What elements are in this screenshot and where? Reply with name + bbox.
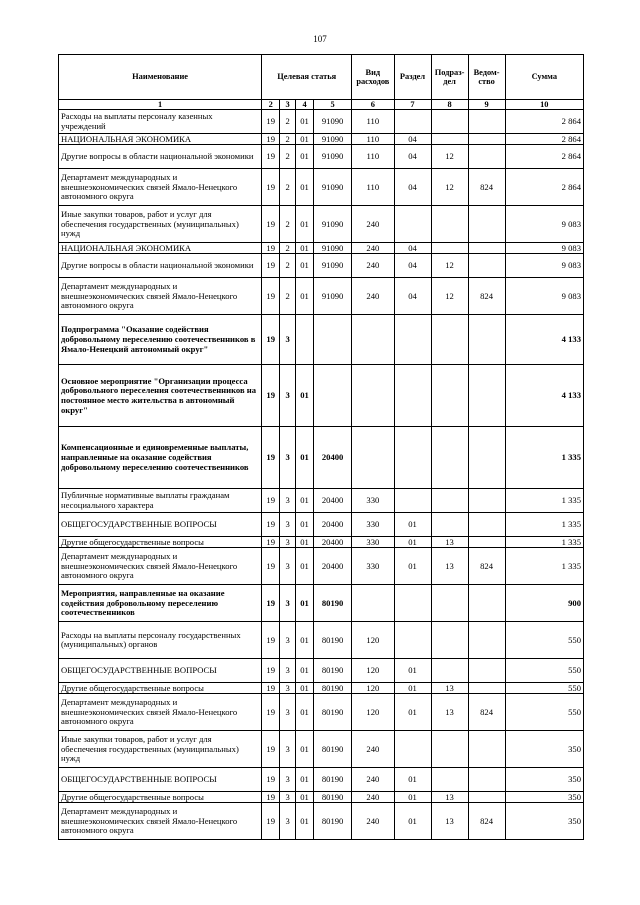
sum-cell: 2 864 — [505, 145, 583, 169]
target-code-4: 80190 — [314, 683, 352, 694]
target-code-4: 91090 — [314, 243, 352, 254]
department-cell: 824 — [468, 169, 505, 206]
department-cell — [468, 110, 505, 134]
expense-kind-cell: 240 — [352, 278, 394, 315]
department-cell — [468, 489, 505, 513]
target-code-3: 01 — [296, 731, 314, 768]
target-code-2: 3 — [280, 315, 296, 365]
expense-kind-cell: 330 — [352, 489, 394, 513]
sum-cell: 1 335 — [505, 537, 583, 548]
target-code-4: 91090 — [314, 169, 352, 206]
row-name-cell: Подпрограмма "Оказание содействия добровольному переселению соотечественников в Ямало-Ненецкий автономный округ" — [59, 315, 262, 365]
section-cell — [394, 489, 431, 513]
section-cell: 04 — [394, 134, 431, 145]
target-code-2: 2 — [280, 145, 296, 169]
table-row — [59, 694, 584, 731]
department-cell — [468, 427, 505, 489]
expense-kind-cell: 110 — [352, 134, 394, 145]
row-name-cell: ОБЩЕГОСУДАРСТВЕННЫЕ ВОПРОСЫ — [59, 513, 262, 537]
target-code-1: 19 — [262, 731, 280, 768]
target-code-3: 01 — [296, 513, 314, 537]
row-name-cell: Другие общегосударственные вопросы — [59, 537, 262, 548]
department-cell — [468, 622, 505, 659]
expense-kind-cell — [352, 315, 394, 365]
page-number: 107 — [313, 34, 327, 44]
expense-kind-cell: 240 — [352, 792, 394, 803]
subsection-cell: 12 — [431, 278, 468, 315]
target-code-2: 3 — [280, 683, 296, 694]
section-cell: 04 — [394, 254, 431, 278]
col-number: 3 — [280, 100, 296, 110]
sum-cell: 900 — [505, 585, 583, 622]
table-row — [59, 803, 584, 840]
target-code-3: 01 — [296, 206, 314, 243]
department-cell — [468, 731, 505, 768]
target-code-3: 01 — [296, 694, 314, 731]
department-cell — [468, 315, 505, 365]
row-name-cell: ОБЩЕГОСУДАРСТВЕННЫЕ ВОПРОСЫ — [59, 659, 262, 683]
header-department: Ведом-ство — [468, 55, 505, 100]
target-code-4 — [314, 315, 352, 365]
sum-cell: 350 — [505, 731, 583, 768]
table-row — [59, 768, 584, 792]
subsection-cell — [431, 659, 468, 683]
column-number-row — [59, 100, 584, 110]
col-number: 10 — [505, 100, 583, 110]
target-code-3: 01 — [296, 110, 314, 134]
section-cell — [394, 365, 431, 427]
row-name-cell: Департамент международных и внешнеэкономических связей Ямало-Ненецкого автономного округа — [59, 548, 262, 585]
section-cell — [394, 731, 431, 768]
target-code-2: 3 — [280, 768, 296, 792]
target-code-2: 2 — [280, 254, 296, 278]
row-name-cell: Расходы на выплаты персоналу государственных (муниципальных) органов — [59, 622, 262, 659]
subsection-cell — [431, 585, 468, 622]
target-code-4: 91090 — [314, 206, 352, 243]
row-name-cell: Другие общегосударственные вопросы — [59, 683, 262, 694]
section-cell — [394, 622, 431, 659]
sum-cell: 550 — [505, 622, 583, 659]
section-cell: 04 — [394, 243, 431, 254]
target-code-4: 20400 — [314, 427, 352, 489]
sum-cell: 4 133 — [505, 315, 583, 365]
target-code-1: 19 — [262, 489, 280, 513]
target-code-4: 20400 — [314, 513, 352, 537]
section-cell: 01 — [394, 768, 431, 792]
sum-cell: 9 083 — [505, 243, 583, 254]
department-cell — [468, 768, 505, 792]
sum-cell: 350 — [505, 792, 583, 803]
sum-cell: 4 133 — [505, 365, 583, 427]
subsection-cell — [431, 315, 468, 365]
target-code-4: 20400 — [314, 489, 352, 513]
target-code-4: 80190 — [314, 622, 352, 659]
department-cell — [468, 206, 505, 243]
subsection-cell — [431, 365, 468, 427]
target-code-3: 01 — [296, 792, 314, 803]
target-code-2: 3 — [280, 513, 296, 537]
section-cell: 01 — [394, 548, 431, 585]
target-code-2: 3 — [280, 622, 296, 659]
row-name-cell: Департамент международных и внешнеэкономических связей Ямало-Ненецкого автономного округа — [59, 694, 262, 731]
sum-cell: 550 — [505, 659, 583, 683]
header-name: Наименование — [59, 55, 262, 100]
expense-kind-cell: 330 — [352, 548, 394, 585]
row-name-cell: ОБЩЕГОСУДАРСТВЕННЫЕ ВОПРОСЫ — [59, 768, 262, 792]
target-code-4: 80190 — [314, 694, 352, 731]
table-row — [59, 134, 584, 145]
subsection-cell — [431, 110, 468, 134]
header-target-article: Целевая статья — [262, 55, 352, 100]
section-cell — [394, 585, 431, 622]
target-code-3: 01 — [296, 622, 314, 659]
row-name-cell: Другие вопросы в области национальной экономики — [59, 145, 262, 169]
department-cell — [468, 537, 505, 548]
target-code-3: 01 — [296, 803, 314, 840]
target-code-3: 01 — [296, 537, 314, 548]
table-row — [59, 278, 584, 315]
expense-kind-cell: 110 — [352, 110, 394, 134]
sum-cell: 2 864 — [505, 169, 583, 206]
target-code-1: 19 — [262, 768, 280, 792]
target-code-1: 19 — [262, 548, 280, 585]
row-name-cell: Департамент международных и внешнеэкономических связей Ямало-Ненецкого автономного округа — [59, 803, 262, 840]
sum-cell: 550 — [505, 694, 583, 731]
expense-kind-cell: 330 — [352, 513, 394, 537]
row-name-cell: Мероприятия, направленные на оказание содействия добровольному переселению соотечественников — [59, 585, 262, 622]
target-code-3: 01 — [296, 548, 314, 585]
target-code-1: 19 — [262, 365, 280, 427]
target-code-4: 20400 — [314, 548, 352, 585]
department-cell — [468, 145, 505, 169]
target-code-4: 80190 — [314, 768, 352, 792]
expense-kind-cell: 120 — [352, 659, 394, 683]
target-code-1: 19 — [262, 694, 280, 731]
table-row — [59, 315, 584, 365]
target-code-1: 19 — [262, 585, 280, 622]
table-row — [59, 254, 584, 278]
table-row — [59, 537, 584, 548]
sum-cell: 2 864 — [505, 134, 583, 145]
table-row — [59, 489, 584, 513]
section-cell — [394, 315, 431, 365]
row-name-cell: Публичные нормативные выплаты гражданам несоциального характера — [59, 489, 262, 513]
subsection-cell — [431, 427, 468, 489]
target-code-4: 80190 — [314, 731, 352, 768]
expense-kind-cell: 240 — [352, 803, 394, 840]
target-code-2: 2 — [280, 169, 296, 206]
department-cell: 824 — [468, 278, 505, 315]
target-code-1: 19 — [262, 622, 280, 659]
target-code-3: 01 — [296, 768, 314, 792]
subsection-cell — [431, 206, 468, 243]
sum-cell: 9 083 — [505, 278, 583, 315]
row-name-cell: Департамент международных и внешнеэкономических связей Ямало-Ненецкого автономного округа — [59, 169, 262, 206]
table-row — [59, 427, 584, 489]
target-code-2: 3 — [280, 694, 296, 731]
section-cell: 01 — [394, 659, 431, 683]
table-row — [59, 206, 584, 243]
sum-cell: 1 335 — [505, 548, 583, 585]
table-header — [59, 55, 584, 110]
expense-kind-cell: 120 — [352, 683, 394, 694]
row-name-cell: Иные закупки товаров, работ и услуг для обеспечения государственных (муниципальных) нужд — [59, 731, 262, 768]
sum-cell: 350 — [505, 768, 583, 792]
table-row — [59, 731, 584, 768]
target-code-1: 19 — [262, 659, 280, 683]
target-code-4: 91090 — [314, 278, 352, 315]
target-code-2: 2 — [280, 110, 296, 134]
target-code-1: 19 — [262, 243, 280, 254]
sum-cell: 550 — [505, 683, 583, 694]
header-subsection: Подраз-дел — [431, 55, 468, 100]
subsection-cell: 13 — [431, 537, 468, 548]
target-code-3 — [296, 315, 314, 365]
target-code-2: 3 — [280, 489, 296, 513]
table-row — [59, 622, 584, 659]
expense-kind-cell: 110 — [352, 169, 394, 206]
subsection-cell — [431, 134, 468, 145]
target-code-4: 91090 — [314, 254, 352, 278]
target-code-1: 19 — [262, 169, 280, 206]
section-cell — [394, 110, 431, 134]
department-cell — [468, 134, 505, 145]
target-code-2: 3 — [280, 365, 296, 427]
table-row — [59, 659, 584, 683]
target-code-1: 19 — [262, 206, 280, 243]
row-name-cell: НАЦИОНАЛЬНАЯ ЭКОНОМИКА — [59, 134, 262, 145]
target-code-3: 01 — [296, 365, 314, 427]
col-number: 4 — [296, 100, 314, 110]
col-number: 1 — [59, 100, 262, 110]
target-code-1: 19 — [262, 683, 280, 694]
target-code-1: 19 — [262, 145, 280, 169]
expense-kind-cell — [352, 427, 394, 489]
table-row — [59, 683, 584, 694]
col-number: 6 — [352, 100, 394, 110]
col-number: 8 — [431, 100, 468, 110]
target-code-1: 19 — [262, 315, 280, 365]
col-number: 9 — [468, 100, 505, 110]
table-row — [59, 169, 584, 206]
target-code-1: 19 — [262, 803, 280, 840]
department-cell: 824 — [468, 694, 505, 731]
expense-kind-cell: 240 — [352, 731, 394, 768]
target-code-3: 01 — [296, 427, 314, 489]
expense-kind-cell: 240 — [352, 206, 394, 243]
header-section: Раздел — [394, 55, 431, 100]
row-name-cell: Другие общегосударственные вопросы — [59, 792, 262, 803]
section-cell: 01 — [394, 792, 431, 803]
target-code-4: 91090 — [314, 110, 352, 134]
table-row — [59, 792, 584, 803]
target-code-1: 19 — [262, 110, 280, 134]
col-number: 5 — [314, 100, 352, 110]
header-sum: Сумма — [505, 55, 583, 100]
target-code-2: 3 — [280, 659, 296, 683]
section-cell: 01 — [394, 803, 431, 840]
target-code-4: 20400 — [314, 537, 352, 548]
department-cell: 824 — [468, 803, 505, 840]
sum-cell: 2 864 — [505, 110, 583, 134]
target-code-2: 3 — [280, 427, 296, 489]
target-code-1: 19 — [262, 254, 280, 278]
target-code-1: 19 — [262, 134, 280, 145]
sum-cell: 1 335 — [505, 513, 583, 537]
target-code-4: 80190 — [314, 792, 352, 803]
expense-kind-cell: 240 — [352, 768, 394, 792]
section-cell: 04 — [394, 169, 431, 206]
section-cell: 01 — [394, 683, 431, 694]
target-code-4: 80190 — [314, 585, 352, 622]
subsection-cell — [431, 243, 468, 254]
subsection-cell: 13 — [431, 683, 468, 694]
sum-cell: 350 — [505, 803, 583, 840]
expense-kind-cell: 110 — [352, 145, 394, 169]
target-code-2: 3 — [280, 548, 296, 585]
subsection-cell — [431, 622, 468, 659]
table-row — [59, 145, 584, 169]
target-code-3: 01 — [296, 278, 314, 315]
target-code-4: 80190 — [314, 803, 352, 840]
department-cell — [468, 513, 505, 537]
subsection-cell — [431, 731, 468, 768]
section-cell: 04 — [394, 145, 431, 169]
sum-cell: 9 083 — [505, 206, 583, 243]
target-code-2: 3 — [280, 585, 296, 622]
target-code-3: 01 — [296, 134, 314, 145]
section-cell: 04 — [394, 278, 431, 315]
expense-kind-cell: 330 — [352, 537, 394, 548]
target-code-4: 91090 — [314, 134, 352, 145]
subsection-cell: 13 — [431, 803, 468, 840]
subsection-cell — [431, 489, 468, 513]
target-code-4: 80190 — [314, 659, 352, 683]
target-code-2: 3 — [280, 803, 296, 840]
target-code-2: 3 — [280, 731, 296, 768]
section-cell: 01 — [394, 537, 431, 548]
subsection-cell — [431, 768, 468, 792]
table-row — [59, 110, 584, 134]
section-cell: 01 — [394, 513, 431, 537]
target-code-3: 01 — [296, 585, 314, 622]
expense-kind-cell: 240 — [352, 243, 394, 254]
expense-kind-cell: 120 — [352, 622, 394, 659]
target-code-3: 01 — [296, 489, 314, 513]
expense-kind-cell — [352, 585, 394, 622]
target-code-1: 19 — [262, 537, 280, 548]
table-row — [59, 243, 584, 254]
subsection-cell: 13 — [431, 548, 468, 585]
col-number: 2 — [262, 100, 280, 110]
target-code-3: 01 — [296, 683, 314, 694]
target-code-1: 19 — [262, 427, 280, 489]
department-cell — [468, 243, 505, 254]
subsection-cell — [431, 513, 468, 537]
department-cell — [468, 365, 505, 427]
target-code-3: 01 — [296, 254, 314, 278]
department-cell — [468, 659, 505, 683]
row-name-cell: Основное мероприятие "Организации процесса добровольного переселения соотечественников на постоянное место жительства в автономный округ" — [59, 365, 262, 427]
budget-table — [58, 54, 584, 840]
row-name-cell: Другие вопросы в области национальной экономики — [59, 254, 262, 278]
row-name-cell: Компенсационные и единовременные выплаты, направленные на оказание содействия добровольному переселению соотечественников — [59, 427, 262, 489]
header-expense-kind: Вид расходов — [352, 55, 394, 100]
target-code-4: 91090 — [314, 145, 352, 169]
target-code-2: 3 — [280, 537, 296, 548]
target-code-4 — [314, 365, 352, 427]
table-row — [59, 548, 584, 585]
target-code-1: 19 — [262, 792, 280, 803]
target-code-3: 01 — [296, 659, 314, 683]
sum-cell: 1 335 — [505, 489, 583, 513]
sum-cell: 1 335 — [505, 427, 583, 489]
expense-kind-cell: 240 — [352, 254, 394, 278]
target-code-3: 01 — [296, 145, 314, 169]
expense-kind-cell: 120 — [352, 694, 394, 731]
department-cell: 824 — [468, 548, 505, 585]
department-cell — [468, 254, 505, 278]
sum-cell: 9 083 — [505, 254, 583, 278]
row-name-cell: НАЦИОНАЛЬНАЯ ЭКОНОМИКА — [59, 243, 262, 254]
target-code-2: 3 — [280, 792, 296, 803]
target-code-2: 2 — [280, 243, 296, 254]
target-code-2: 2 — [280, 206, 296, 243]
col-number: 7 — [394, 100, 431, 110]
department-cell — [468, 792, 505, 803]
table-row — [59, 365, 584, 427]
section-cell — [394, 427, 431, 489]
table-body — [59, 110, 584, 840]
subsection-cell: 12 — [431, 254, 468, 278]
subsection-cell: 12 — [431, 169, 468, 206]
subsection-cell: 13 — [431, 792, 468, 803]
department-cell — [468, 683, 505, 694]
expense-kind-cell — [352, 365, 394, 427]
table-row — [59, 513, 584, 537]
section-cell: 01 — [394, 694, 431, 731]
table-row — [59, 585, 584, 622]
target-code-3: 01 — [296, 169, 314, 206]
target-code-2: 2 — [280, 134, 296, 145]
section-cell — [394, 206, 431, 243]
row-name-cell: Расходы на выплаты персоналу казенных учреждений — [59, 110, 262, 134]
department-cell — [468, 585, 505, 622]
row-name-cell: Департамент международных и внешнеэкономических связей Ямало-Ненецкого автономного округа — [59, 278, 262, 315]
subsection-cell: 12 — [431, 145, 468, 169]
row-name-cell: Иные закупки товаров, работ и услуг для обеспечения государственных (муниципальных) нужд — [59, 206, 262, 243]
target-code-1: 19 — [262, 513, 280, 537]
target-code-2: 2 — [280, 278, 296, 315]
target-code-1: 19 — [262, 278, 280, 315]
target-code-3: 01 — [296, 243, 314, 254]
subsection-cell: 13 — [431, 694, 468, 731]
